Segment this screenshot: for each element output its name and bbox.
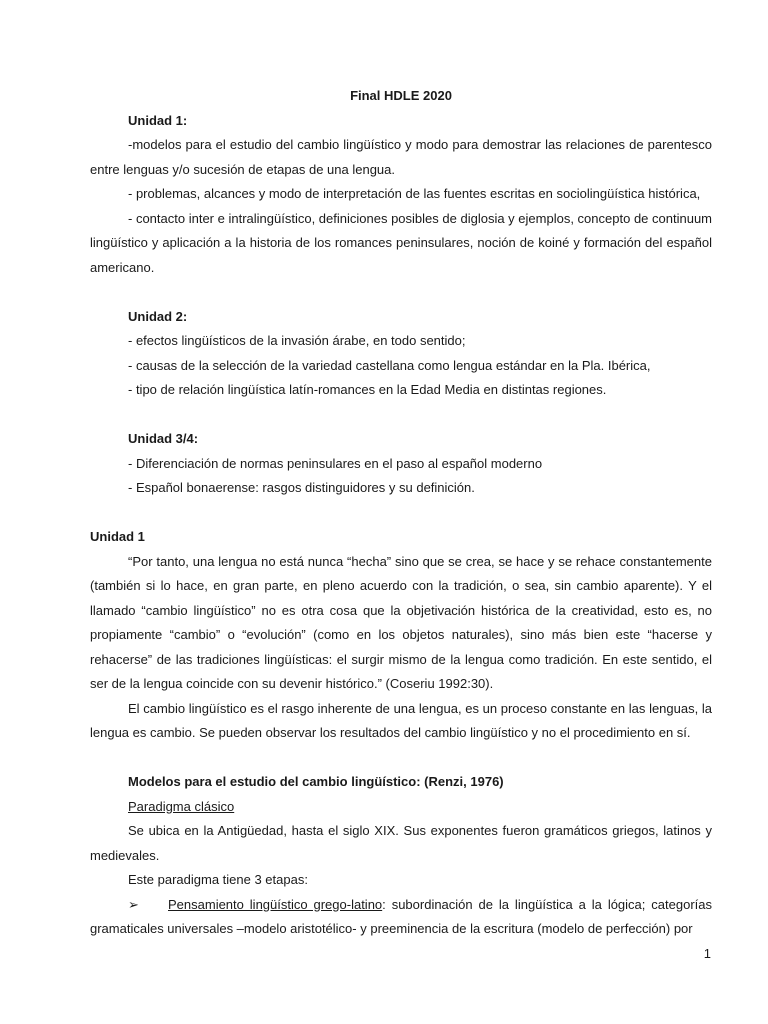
paradigm-text: Se ubica en la Antigüedad, hasta el siglo XIX. Sus exponentes fueron gramáticos griegos, latinos y medievales. [90,823,712,863]
unit34-item-1: - Diferenciación de normas peninsulares en el paso al español moderno [128,455,543,471]
models-heading: Modelos para el estudio del cambio lingüístico: (Renzi, 1976) [128,774,504,789]
unit34-heading: Unidad 3/4: [128,431,199,446]
section-heading: Unidad 1 [90,529,145,544]
bullet-text: : subordinación de la lingüística a la lógica; categorías gramaticales universales –modelo aristotélico- y preeminencia de la escritura (modelo de perfección) por [90,896,713,936]
document-title: Final HDLE 2020 [350,88,452,103]
unit2-item-1: - efectos lingüísticos de la invasión árabe, en todo sentido; [128,333,466,348]
arrow-bullet-icon: ➢ [128,896,139,912]
unit1-heading: Unidad 1: [128,112,188,128]
spacer [90,746,712,771]
spacer [90,501,712,526]
stages-intro: Este paradigma tiene 3 etapas: [128,872,308,887]
spacer [90,280,712,305]
unit2-item-2: - causas de la selección de la variedad castellana como lengua estándar en la Pla. Ibérica, [128,357,651,373]
bullet-item [90,893,712,942]
page-content [90,84,712,942]
unit34-item-2: - Español bonaerense: rasgos distinguidores y su definición. [128,480,475,495]
unit1-item-2: - problemas, alcances y modo de interpretación de las fuentes escritas en sociolingüística histórica, [128,186,701,201]
coseriu-quote: “Por tanto, una lengua no está nunca “hecha” sino que se crea, se hace y se rehace constantemente (también si lo hace, en gran parte, en pleno acuerdo con la tradición, o sea, sin cambio aparente). Y el llamado “cambio lingüístico” no es otra cosa que la objetivación histórica de la creatividad, esto es, no propiamente “cambio” o “evolución” (como en los objetos naturales), sino más bien este “hacerse y rehacerse” de las tradiciones lingüísticas: el surgir mismo de la lengua como tradición. En este sentido, el ser de la lengua coincide con su devenir histórico.” (Coseriu 1992:30). [90,553,712,691]
body-paragraph: El cambio lingüístico es el rasgo inherente de una lengua, es un proceso constante en las lenguas, la lengua es cambio. Se pueden observar los resultados del cambio lingüístico y no el procedimiento en sí. [90,700,712,740]
spacer [90,403,712,428]
unit2-item-3: - tipo de relación lingüística latín-romances en la Edad Media en distintas regiones. [128,382,607,397]
unit1-item-1: -modelos para el estudio del cambio lingüístico y modo para demostrar las relaciones de parentesco entre lenguas y/o sucesión de etapas de una lengua. [90,137,712,177]
paradigm-title: Paradigma clásico [128,798,235,814]
unit1-item-3: - contacto inter e intralingüístico, definiciones posibles de diglosia y ejemplos, concepto de continuum lingüístico y aplicación a la historia de los romances peninsulares, noción de koiné y formación del español americano. [90,210,712,275]
bullet-label: Pensamiento lingüístico grego-latino [168,896,383,912]
unit2-heading: Unidad 2: [128,308,188,324]
page-number: 1 [703,946,711,961]
